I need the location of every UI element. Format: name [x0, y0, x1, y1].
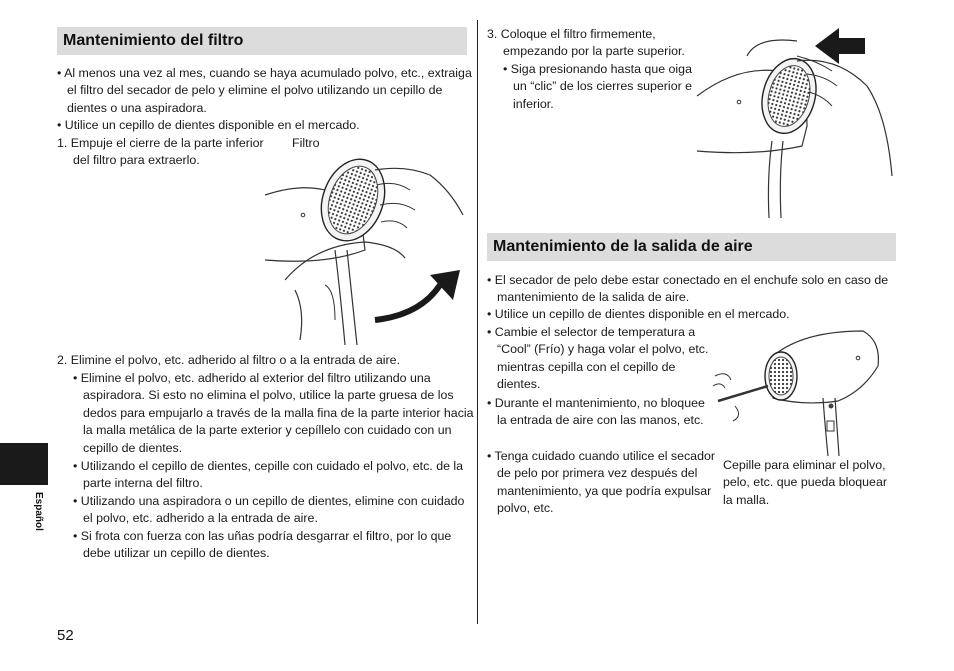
bullet-cool-setting: • Cambie el selector de temperatura a “Cool” (Frío) y haga volar el polvo, etc. mientras cepilla con el cepillo de dientes.	[487, 325, 709, 392]
remove-filter-illustration	[265, 150, 465, 345]
bullet-do-not-block: • Durante el mantenimiento, no bloquee la entrada de aire con las manos, etc.	[487, 396, 705, 428]
filter-figure-label: Filtro	[292, 136, 320, 150]
air-outlet-maintenance-heading: Mantenimiento de la salida de aire	[487, 233, 896, 261]
step-3-subbullet-click: • Siga presionando hasta que oiga un “clic” de los cierres superior e inferior.	[503, 62, 693, 111]
attach-filter-illustration	[697, 26, 897, 218]
language-tab	[0, 443, 48, 485]
step-1-text: 1. Empuje el cierre de la parte inferior del filtro para extraerlo.	[57, 136, 264, 168]
bullet-first-use: • Tenga cuidado cuando utilice el secador de pelo por primera vez después del mantenimiento, ya que podría expulsar polvo, etc.	[487, 449, 715, 516]
dryer-outlet-illustration	[713, 326, 883, 456]
step-2-text: 2. Elimine el polvo, etc. adherido al filtro o a la entrada de aire.	[57, 353, 401, 367]
filter-maintenance-heading: Mantenimiento del filtro	[57, 27, 467, 55]
page-number: 52	[57, 627, 74, 644]
bullet-monthly-cleaning: • Al menos una vez al mes, cuando se haya acumulado polvo, etc., extraiga el filtro del secador de pelo y elimine el polvo utilizando un cepillo de dientes o una aspiradora.	[57, 66, 472, 115]
step-2-subbullet-nails-warning: • Si frota con fuerza con las uñas podría desgarrar el filtro, por lo que debe utilizar un cepillo de dientes.	[73, 529, 452, 561]
step-2-subbullet-vacuum: • Elimine el polvo, etc. adherido al exterior del filtro utilizando una aspiradora. Si esto no elimina el polvo, utilice la parte gruesa de los dedos para empujarlo a través de la malla fina de la parte interior hacia la malla metálica de la parte exterior y cepíllelo con cuidado con un cepillo de dientes.	[73, 371, 474, 455]
outlet-figure-caption: Cepille para eliminar el polvo, pelo, etc. que pueda bloquear la malla.	[723, 458, 887, 507]
step-3-text: 3. Coloque el filtro firmemente, empezando por la parte superior.	[487, 27, 685, 59]
bullet-toothbrush: • Utilice un cepillo de dientes disponible en el mercado.	[57, 118, 360, 132]
language-label: Español	[33, 492, 44, 531]
column-divider	[477, 20, 478, 624]
step-2-subbullet-inner: • Utilizando el cepillo de dientes, cepille con cuidado el polvo, etc. de la parte interna del filtro.	[73, 459, 464, 491]
step-2-subbullet-air-inlet: • Utilizando una aspiradora o un cepillo de dientes, elimine con cuidado el polvo, etc. adherido a la entrada de aire.	[73, 494, 465, 526]
bullet-plugged-in: • El secador de pelo debe estar conectado en el enchufe solo en caso de mantenimiento de la salida de aire.	[487, 273, 889, 305]
bullet-toothbrush-outlet: • Utilice un cepillo de dientes disponible en el mercado.	[487, 307, 790, 321]
